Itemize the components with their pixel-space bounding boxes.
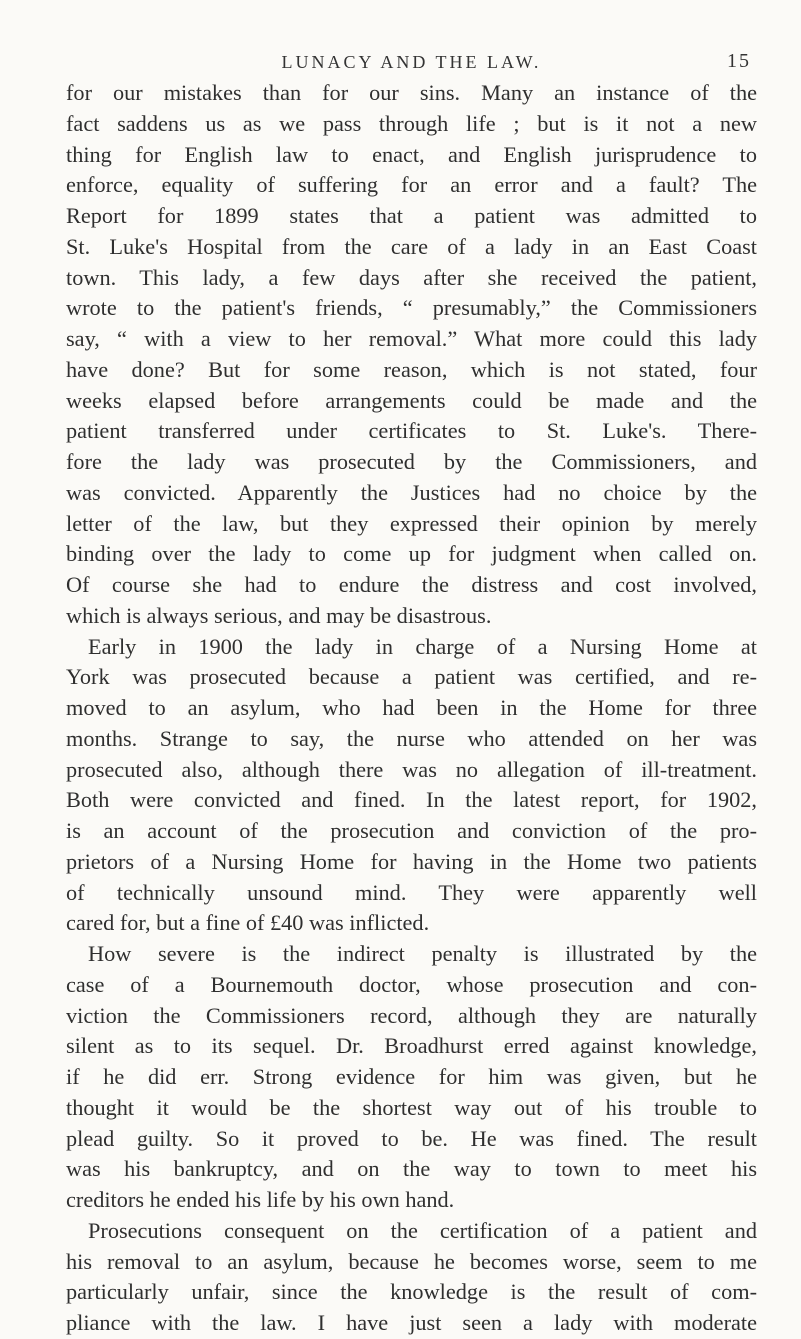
text-line: is an account of the prosecution and conviction of the pro-: [66, 818, 757, 843]
text-line: letter of the law, but they expressed their opinion by merely: [66, 510, 757, 536]
text-line: creditors he ended his life by his own hand.: [66, 1187, 455, 1212]
text-line: moved to an asylum, who had been in the Home for three: [66, 695, 757, 720]
page-number: 15: [727, 50, 751, 72]
text-line: binding over the lady to come up for judgment when called on.: [66, 541, 757, 567]
text-line: case of a Bournemouth doctor, whose prosecution and con-: [66, 971, 757, 997]
text-line: plead guilty. So it proved to be. He was fined. The result: [66, 1125, 757, 1151]
text-line: cared for, but a fine of £40 was inflicted.: [66, 910, 430, 936]
text-line: his removal to an asylum, because he becomes worse, seem to me: [66, 1248, 757, 1274]
text-line: town. This lady, a few days after she received the patient,: [66, 264, 757, 290]
text-line: weeks elapsed before arrangements could be made and the: [66, 387, 757, 413]
text-line: silent as to its sequel. Dr. Broadhurst erred against knowledge,: [66, 1033, 757, 1059]
text-line: St. Luke's Hospital from the care of a lady in an East Coast: [66, 233, 757, 259]
text-line: patient transferred under certificates to St. Luke's. There-: [66, 418, 757, 444]
text-line: Early in 1900 the lady in charge of a Nursing Home at: [88, 633, 757, 659]
paragraph: [66, 632, 757, 940]
text-line: if he did err. Strong evidence for him was given, but he: [66, 1064, 757, 1089]
text-line: say, “ with a view to her removal.” What more could this lady: [66, 326, 757, 351]
page-header: [66, 0, 757, 78]
text-line: Report for 1899 states that a patient was admitted to: [66, 203, 757, 228]
text-line: pliance with the law. I have just seen a lady with moderate: [66, 1310, 757, 1335]
text-line: for our mistakes than for our sins. Many an instance of the: [66, 80, 757, 105]
text-line: thought it would be the shortest way out of his trouble to: [66, 1094, 757, 1120]
paragraph: [66, 939, 757, 1216]
text-line: have done? But for some reason, which is not stated, four: [66, 356, 757, 382]
text-line: Prosecutions consequent on the certification of a patient and: [88, 1217, 757, 1243]
text-line: of technically unsound mind. They were apparently well: [66, 879, 757, 905]
text-line: was his bankruptcy, and on the way to town to meet his: [66, 1156, 757, 1182]
text-line: particularly unfair, since the knowledge is the result of com-: [66, 1279, 757, 1305]
text-line: months. Strange to say, the nurse who attended on her was: [66, 725, 757, 751]
body-text: [66, 78, 757, 1339]
text-line: wrote to the patient's friends, “ presumably,” the Commissioners: [66, 295, 757, 321]
text-line: York was prosecuted because a patient was certified, and re-: [66, 664, 757, 690]
text-line: fact saddens us as we pass through life ; but is it not a new: [66, 110, 757, 136]
text-line: fore the lady was prosecuted by the Commissioners, and: [66, 449, 757, 474]
text-line: viction the Commissioners record, although they are naturally: [66, 1002, 757, 1028]
text-line: was convicted. Apparently the Justices had no choice by the: [66, 479, 757, 505]
text-line: thing for English law to enact, and English jurisprudence to: [66, 141, 757, 167]
text-line: Of course she had to endure the distress and cost involved,: [66, 572, 757, 597]
paragraph: [66, 78, 757, 632]
running-title: LUNACY AND THE LAW.: [281, 52, 542, 72]
text-line: prietors of a Nursing Home for having in the Home two patients: [66, 848, 757, 874]
text-line: which is always serious, and may be disastrous.: [66, 602, 492, 628]
paragraph: [66, 1216, 757, 1339]
text-line: Both were convicted and fined. In the latest report, for 1902,: [66, 787, 757, 813]
text-line: enforce, equality of suffering for an error and a fault? The: [66, 172, 757, 198]
text-line: How severe is the indirect penalty is illustrated by the: [88, 941, 757, 966]
text-line: prosecuted also, although there was no allegation of ill-treatment.: [66, 756, 757, 782]
